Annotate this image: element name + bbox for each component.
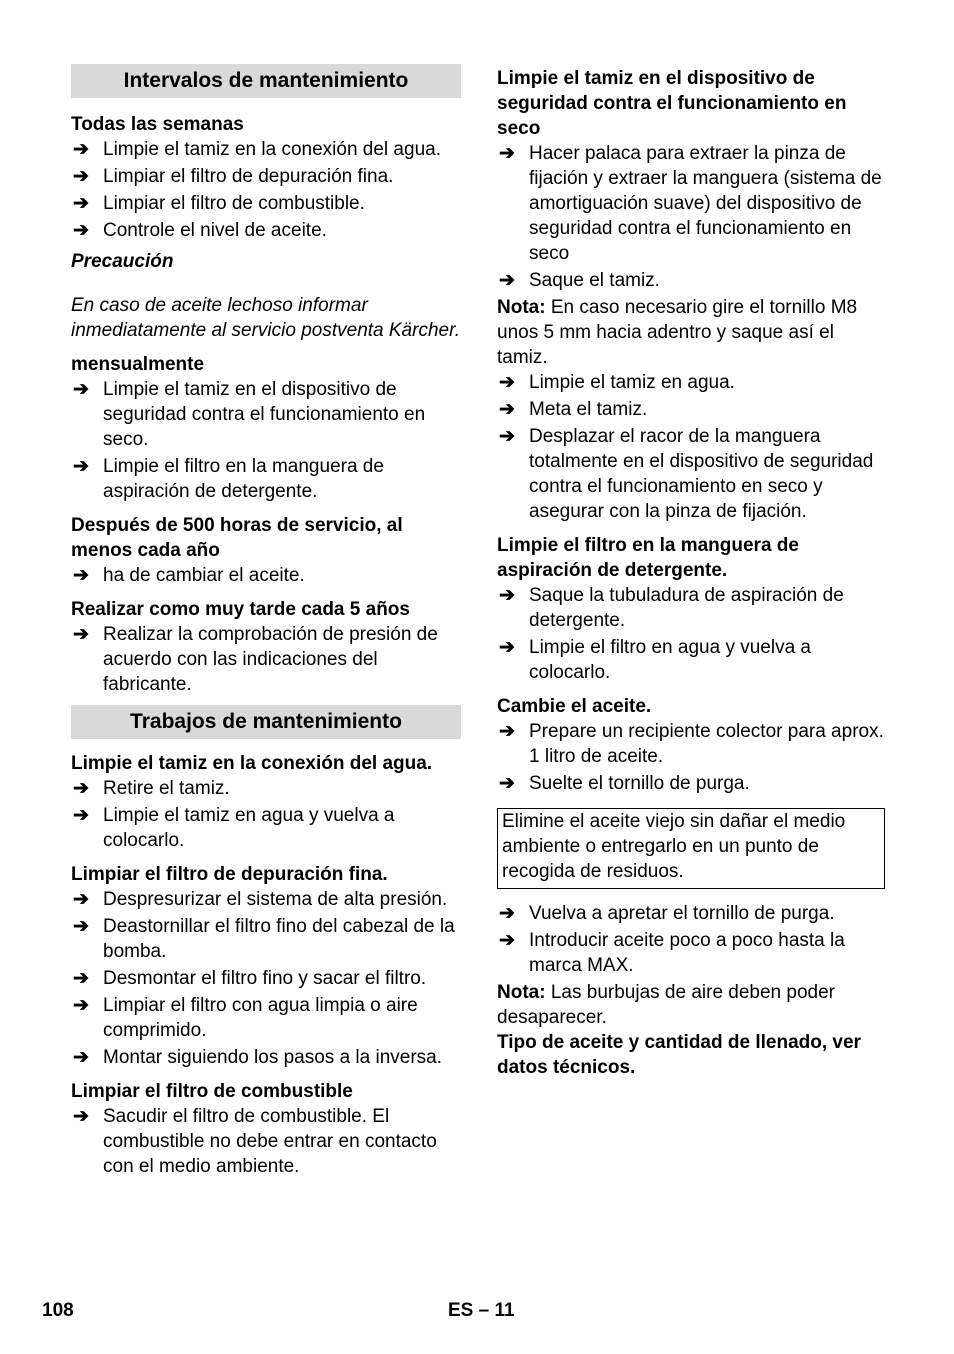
heading-fuel-filter: Limpiar el filtro de combustible — [71, 1081, 353, 1102]
arrow-right-icon: ➔ — [73, 995, 89, 1016]
arrow-right-icon: ➔ — [499, 270, 515, 291]
arrow-right-icon: ➔ — [499, 637, 515, 658]
heading-after-500-hours: Después de 500 horas de servicio, al menos cada año — [71, 515, 403, 561]
heading-monthly: mensualmente — [71, 354, 205, 375]
note-text: En caso necesario gire el tornillo M8 unos 5 mm hacia adentro y saque así el tamiz. — [497, 297, 858, 368]
arrow-right-icon: ➔ — [73, 139, 89, 160]
list-item-text: Limpie el tamiz en agua. — [529, 372, 735, 393]
list-item-text: Limpie el filtro en la manguera de aspiración de detergente. — [103, 456, 384, 502]
list-item-text: Deastornillar el filtro fino del cabezal de la bomba. — [103, 916, 455, 962]
heading-five-years: Realizar como muy tarde cada 5 años — [71, 599, 410, 620]
page-number: 108 — [42, 1300, 74, 1321]
list-item-text: Saque la tubuladura de aspiración de detergente. — [529, 585, 844, 631]
list-item-text: Limpie el tamiz en la conexión del agua. — [103, 139, 441, 160]
list-item-text: Limpie el tamiz en el dispositivo de seguridad contra el funcionamiento en seco. — [103, 379, 426, 450]
caution-title: Precaución — [71, 251, 174, 272]
list-item-text: Montar siguiendo los pasos a la inversa. — [103, 1047, 443, 1068]
language-page-label: ES – 11 — [448, 1300, 515, 1321]
heading-fine-filter: Limpiar el filtro de depuración fina. — [71, 864, 388, 885]
list-item-text: Vuelva a apretar el tornillo de purga. — [529, 903, 835, 924]
note-m8-screw — [497, 295, 885, 370]
list-item — [71, 966, 461, 991]
arrow-right-icon: ➔ — [499, 426, 515, 447]
arrow-right-icon: ➔ — [499, 773, 515, 794]
arrow-right-icon: ➔ — [73, 166, 89, 187]
list-item-text: Sacudir el filtro de combustible. El combustible no debe entrar en contacto con el medio ambiente. — [103, 1106, 437, 1177]
list-item — [497, 771, 885, 796]
heading-water-strainer: Limpie el tamiz en la conexión del agua. — [71, 753, 433, 774]
section-title-maintenance-work: Trabajos de mantenimiento — [71, 705, 461, 739]
list-item-text: Despresurizar el sistema de alta presión. — [103, 889, 448, 910]
list-item — [497, 141, 885, 266]
arrow-right-icon: ➔ — [499, 399, 515, 420]
arrow-right-icon: ➔ — [73, 778, 89, 799]
list-item — [497, 635, 885, 685]
arrow-right-icon: ➔ — [73, 968, 89, 989]
list-item-text: Limpiar el filtro con agua limpia o aire comprimido. — [103, 995, 418, 1041]
arrow-right-icon: ➔ — [73, 456, 89, 477]
arrow-right-icon: ➔ — [73, 805, 89, 826]
list-item-text: Limpie el filtro en agua y vuelva a colocarlo. — [529, 637, 811, 683]
list-item — [71, 191, 461, 216]
arrow-right-icon: ➔ — [73, 889, 89, 910]
list-oil-change-b — [497, 901, 885, 978]
list-item-text: Desmontar el filtro fino y sacar el filtro. — [103, 968, 427, 989]
list-item-text: Limpiar el filtro de depuración fina. — [103, 166, 394, 187]
list-item-text: Hacer palaca para extraer la pinza de fijación y extraer la manguera (sistema de amortiguación suave) del dispositivo de seguridad contra el funcionamiento en seco — [529, 143, 882, 264]
list-item — [71, 1045, 461, 1070]
note-label: Nota: — [497, 982, 546, 1003]
heading-dry-run-strainer: Limpie el tamiz en el dispositivo de seguridad contra el funcionamiento en seco — [497, 68, 847, 139]
list-item-text: Limpie el tamiz en agua y vuelva a colocarlo. — [103, 805, 395, 851]
list-water-strainer — [71, 776, 461, 853]
list-dry-run-b — [497, 370, 885, 524]
environment-notice-box: Elimine el aceite viejo sin dañar el medio ambiente o entregarlo en un punto de recogida de residuos. — [497, 808, 885, 889]
list-item — [71, 993, 461, 1043]
arrow-right-icon: ➔ — [499, 721, 515, 742]
arrow-right-icon: ➔ — [499, 372, 515, 393]
list-item-text: Realizar la comprobación de presión de acuerdo con las indicaciones del fabricante. — [103, 624, 438, 695]
left-column — [71, 64, 461, 1181]
list-weekly — [71, 137, 461, 243]
list-item-text: Saque el tamiz. — [529, 270, 660, 291]
arrow-right-icon: ➔ — [73, 193, 89, 214]
list-item — [71, 137, 461, 162]
list-item — [497, 397, 885, 422]
list-fine-filter — [71, 887, 461, 1070]
list-item — [71, 164, 461, 189]
list-item-text: Prepare un recipiente colector para aprox. 1 litro de aceite. — [529, 721, 884, 767]
arrow-right-icon: ➔ — [499, 903, 515, 924]
heading-weekly: Todas las semanas — [71, 114, 244, 135]
list-item — [71, 803, 461, 853]
heading-detergent-hose-filter: Limpie el filtro en la manguera de aspiración de detergente. — [497, 535, 799, 581]
list-fuel-filter — [71, 1104, 461, 1179]
list-dry-run-a — [497, 141, 885, 293]
arrow-right-icon: ➔ — [499, 930, 515, 951]
list-item — [71, 887, 461, 912]
list-five-years — [71, 622, 461, 697]
heading-oil-change: Cambie el aceite. — [497, 696, 652, 717]
list-item — [497, 370, 885, 395]
arrow-right-icon: ➔ — [499, 585, 515, 606]
list-item — [497, 901, 885, 926]
list-item — [497, 424, 885, 524]
section-title-maintenance-intervals: Intervalos de mantenimiento — [71, 64, 461, 98]
note-air-bubbles — [497, 980, 885, 1030]
list-item — [497, 583, 885, 633]
arrow-right-icon: ➔ — [499, 143, 515, 164]
arrow-right-icon: ➔ — [73, 379, 89, 400]
list-oil-change-a — [497, 719, 885, 796]
right-column — [497, 66, 885, 1080]
list-item — [71, 776, 461, 801]
list-detergent-hose — [497, 583, 885, 685]
note-label: Nota: — [497, 297, 546, 318]
arrow-right-icon: ➔ — [73, 624, 89, 645]
arrow-right-icon: ➔ — [73, 916, 89, 937]
list-item — [497, 268, 885, 293]
list-item-text: Meta el tamiz. — [529, 399, 648, 420]
list-item-text: Retire el tamiz. — [103, 778, 230, 799]
list-item — [71, 218, 461, 243]
list-item-text: Introducir aceite poco a poco hasta la marca MAX. — [529, 930, 845, 976]
list-after-500-hours — [71, 563, 461, 588]
list-item — [71, 1104, 461, 1179]
list-item — [497, 928, 885, 978]
list-item — [71, 563, 461, 588]
caution-text: En caso de aceite lechoso informar inmediatamente al servicio postventa Kärcher. — [71, 295, 460, 341]
note-text: Las burbujas de aire deben poder desaparecer. — [497, 982, 835, 1028]
list-monthly — [71, 377, 461, 504]
list-item — [71, 377, 461, 452]
list-item-text: ha de cambiar el aceite. — [103, 565, 305, 586]
list-item — [497, 719, 885, 769]
list-item — [71, 622, 461, 697]
list-item — [71, 454, 461, 504]
list-item-text: Limpiar el filtro de combustible. — [103, 193, 365, 214]
list-item-text: Controle el nivel de aceite. — [103, 220, 327, 241]
arrow-right-icon: ➔ — [73, 565, 89, 586]
arrow-right-icon: ➔ — [73, 1106, 89, 1127]
list-item-text: Suelte el tornillo de purga. — [529, 773, 750, 794]
list-item — [71, 914, 461, 964]
oil-type-reference: Tipo de aceite y cantidad de llenado, ver datos técnicos. — [497, 1032, 861, 1078]
list-item-text: Desplazar el racor de la manguera totalmente en el dispositivo de seguridad contra el funcionamiento en seco y asegurar con la pinza de fijación. — [529, 426, 874, 522]
arrow-right-icon: ➔ — [73, 1047, 89, 1068]
arrow-right-icon: ➔ — [73, 220, 89, 241]
